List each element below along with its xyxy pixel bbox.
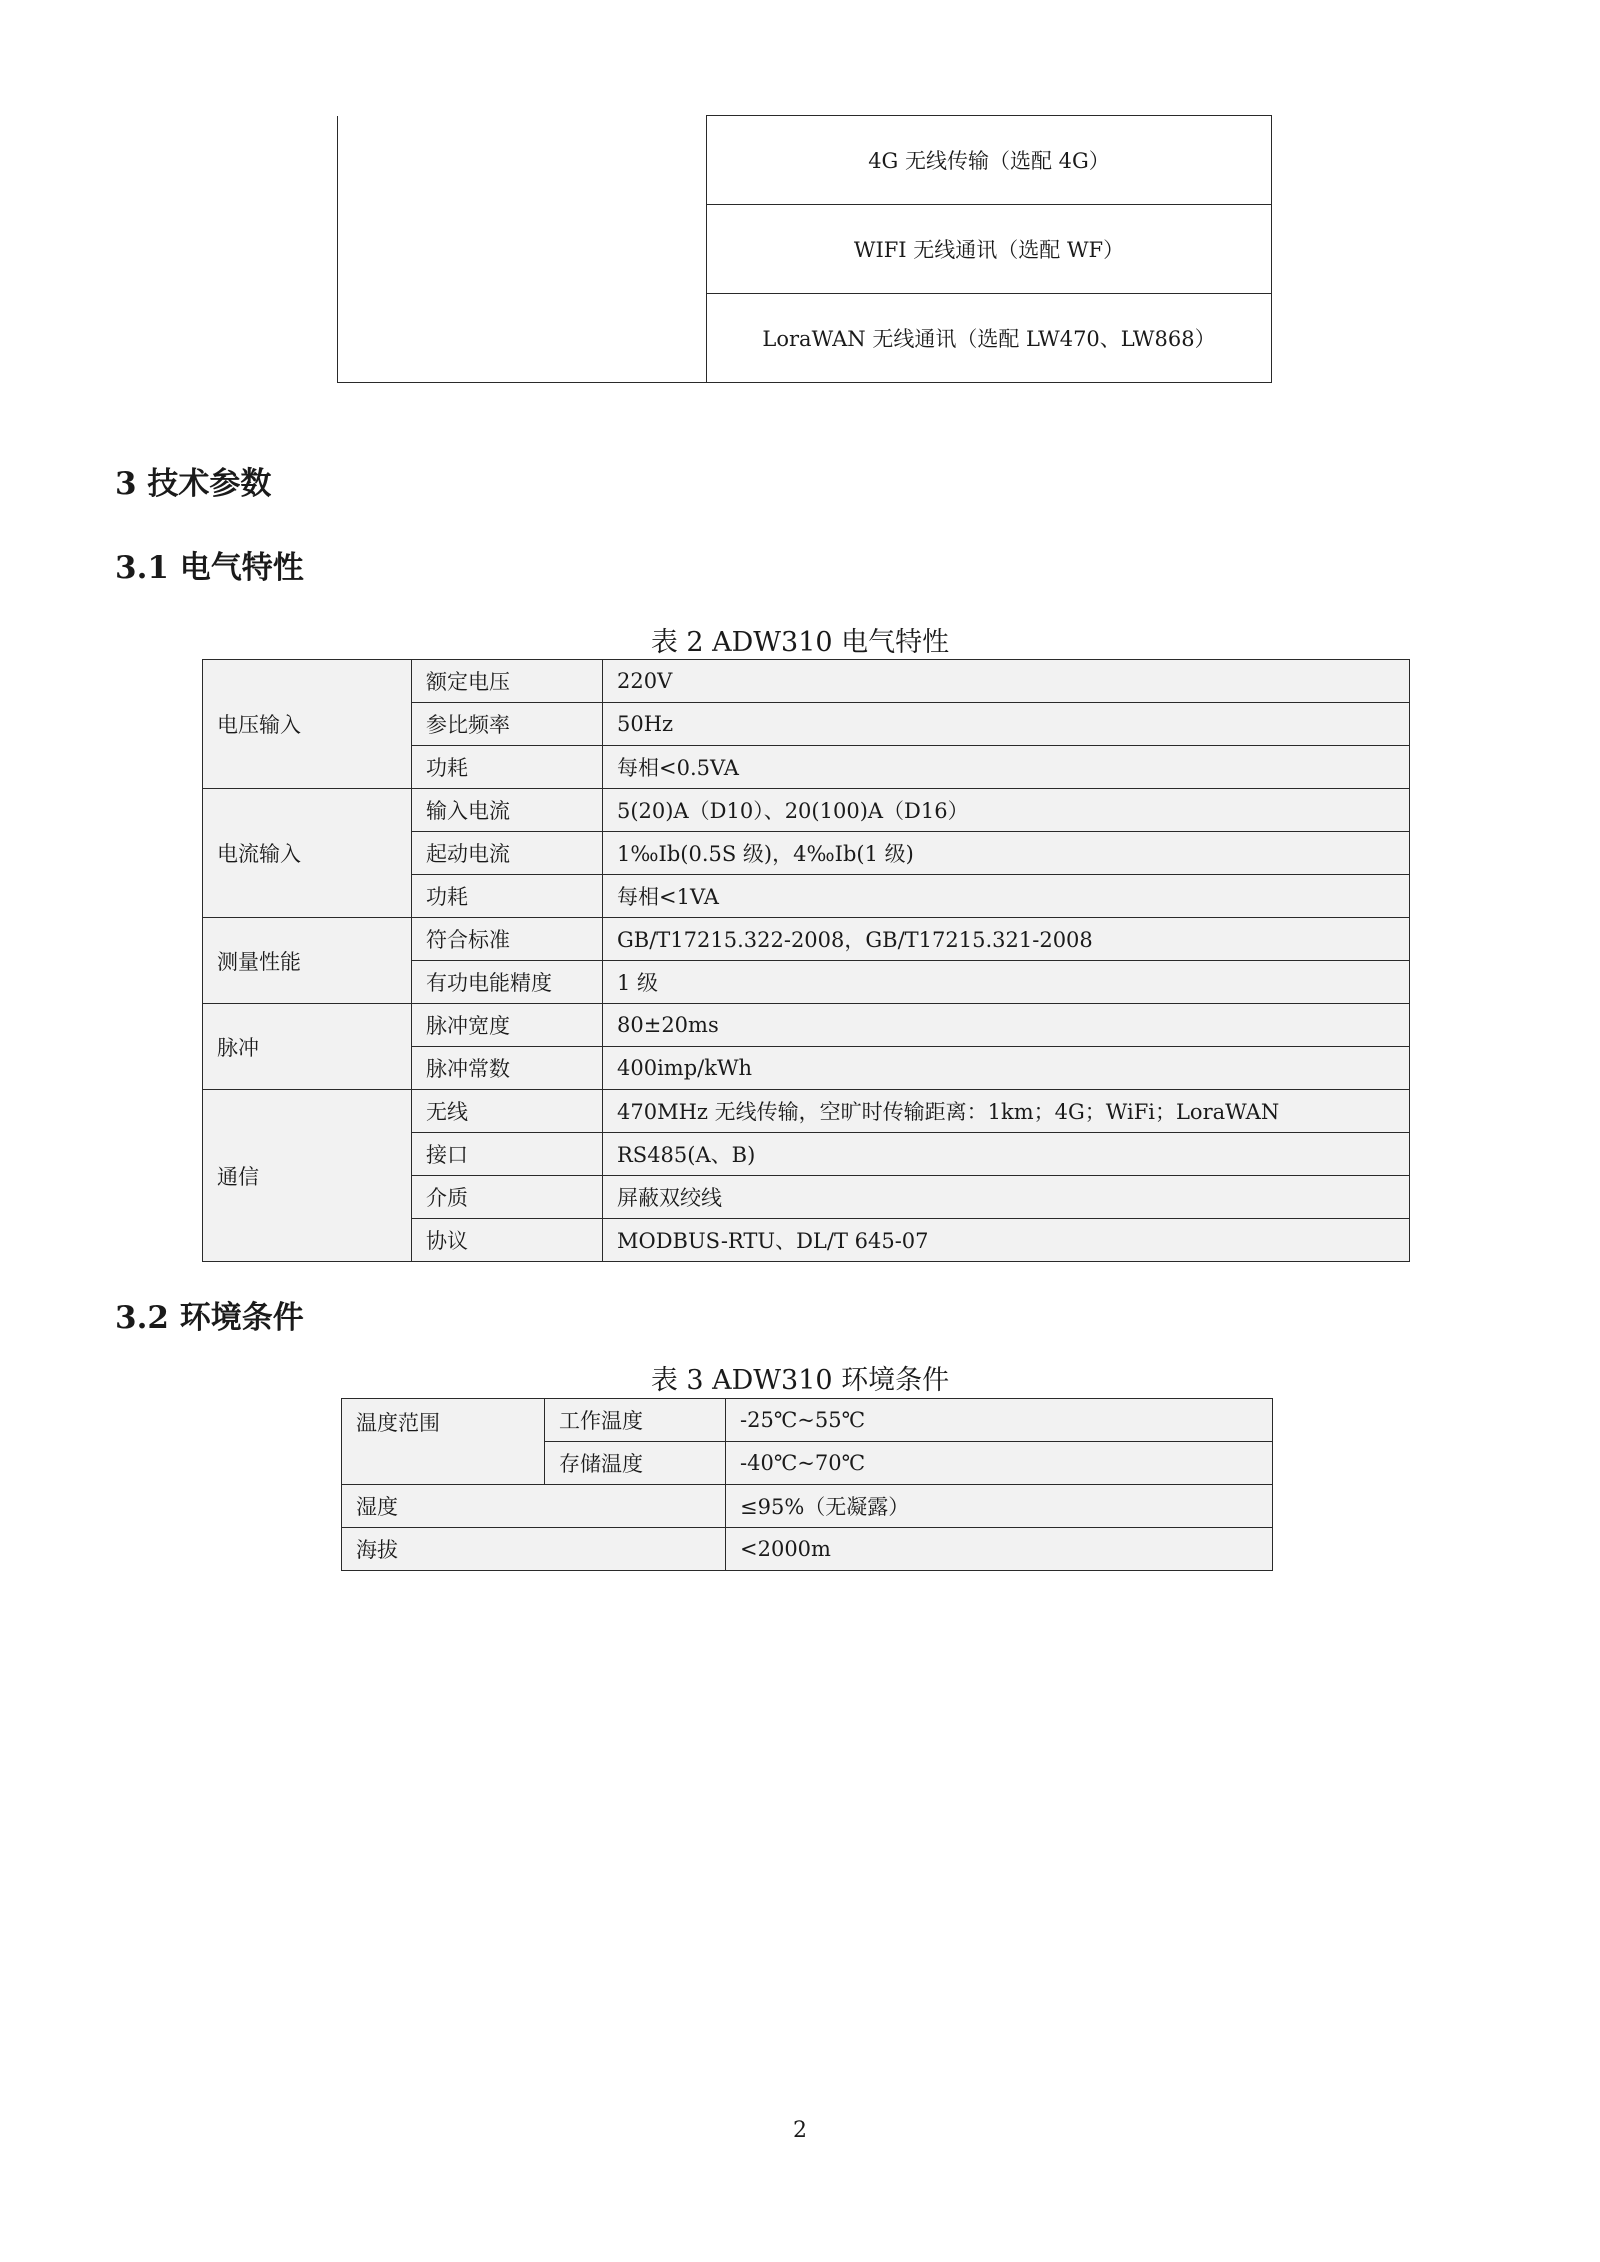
altitude-value: <2000m xyxy=(726,1528,1273,1571)
param-label: 脉冲常数 xyxy=(412,1047,603,1090)
param-label: 符合标准 xyxy=(412,918,603,961)
work-temp-label: 工作温度 xyxy=(545,1399,726,1442)
param-value: 屏蔽双绞线 xyxy=(603,1176,1410,1219)
group-label: 测量性能 xyxy=(203,918,412,1004)
top-table-empty-cell xyxy=(338,116,707,383)
param-label: 接口 xyxy=(412,1133,603,1176)
param-value: 220V xyxy=(603,660,1410,703)
store-temp-value: -40℃~70℃ xyxy=(726,1442,1273,1485)
top-table-cell: 4G 无线传输（选配 4G） xyxy=(707,116,1272,205)
top-table xyxy=(337,115,1272,383)
param-value: GB/T17215.322-2008，GB/T17215.321-2008 xyxy=(603,918,1410,961)
group-label: 电流输入 xyxy=(203,789,412,918)
work-temp-value: -25℃~55℃ xyxy=(726,1399,1273,1442)
param-label: 功耗 xyxy=(412,875,603,918)
page-number: 2 xyxy=(793,2118,807,2143)
group-label: 电压输入 xyxy=(203,660,412,789)
param-label: 无线 xyxy=(412,1090,603,1133)
table2-caption: 表 2 ADW310 电气特性 xyxy=(650,627,950,658)
param-value: 80±20ms xyxy=(603,1004,1410,1047)
group-label: 脉冲 xyxy=(203,1004,412,1090)
group-label: 通信 xyxy=(203,1090,412,1262)
temperature-range-label: 温度范围 xyxy=(342,1399,545,1485)
section-heading-3-2: 3.2 环境条件 xyxy=(115,1300,304,1336)
param-label: 输入电流 xyxy=(412,789,603,832)
param-value: MODBUS-RTU、DL/T 645-07 xyxy=(603,1219,1410,1262)
param-label: 有功电能精度 xyxy=(412,961,603,1004)
param-value: 50Hz xyxy=(603,703,1410,746)
param-value: 每相<0.5VA xyxy=(603,746,1410,789)
param-label: 功耗 xyxy=(412,746,603,789)
electrical-table xyxy=(202,659,1410,1262)
param-value: 每相<1VA xyxy=(603,875,1410,918)
param-label: 介质 xyxy=(412,1176,603,1219)
param-label: 参比频率 xyxy=(412,703,603,746)
param-label: 额定电压 xyxy=(412,660,603,703)
param-value: RS485(A、B) xyxy=(603,1133,1410,1176)
param-label: 协议 xyxy=(412,1219,603,1262)
param-value: 470MHz 无线传输，空旷时传输距离：1km；4G；WiFi；LoraWAN xyxy=(603,1090,1410,1133)
table3-caption: 表 3 ADW310 环境条件 xyxy=(650,1365,950,1396)
store-temp-label: 存储温度 xyxy=(545,1442,726,1485)
param-value: 5(20)A（D10）、20(100)A（D16） xyxy=(603,789,1410,832)
top-table-cell: LoraWAN 无线通讯（选配 LW470、LW868） xyxy=(707,294,1272,383)
section-heading-3-1: 3.1 电气特性 xyxy=(115,550,304,586)
section-heading-3: 3 技术参数 xyxy=(115,466,272,502)
param-value: 1 级 xyxy=(603,961,1410,1004)
param-value: 400imp/kWh xyxy=(603,1047,1410,1090)
top-table-cell: WIFI 无线通讯（选配 WF） xyxy=(707,205,1272,294)
humidity-value: ≤95%（无凝露） xyxy=(726,1485,1273,1528)
humidity-label: 湿度 xyxy=(342,1485,726,1528)
param-value: 1‰Ib(0.5S 级)，4‰Ib(1 级) xyxy=(603,832,1410,875)
param-label: 脉冲宽度 xyxy=(412,1004,603,1047)
param-label: 起动电流 xyxy=(412,832,603,875)
altitude-label: 海拔 xyxy=(342,1528,726,1571)
environment-table xyxy=(341,1398,1273,1571)
